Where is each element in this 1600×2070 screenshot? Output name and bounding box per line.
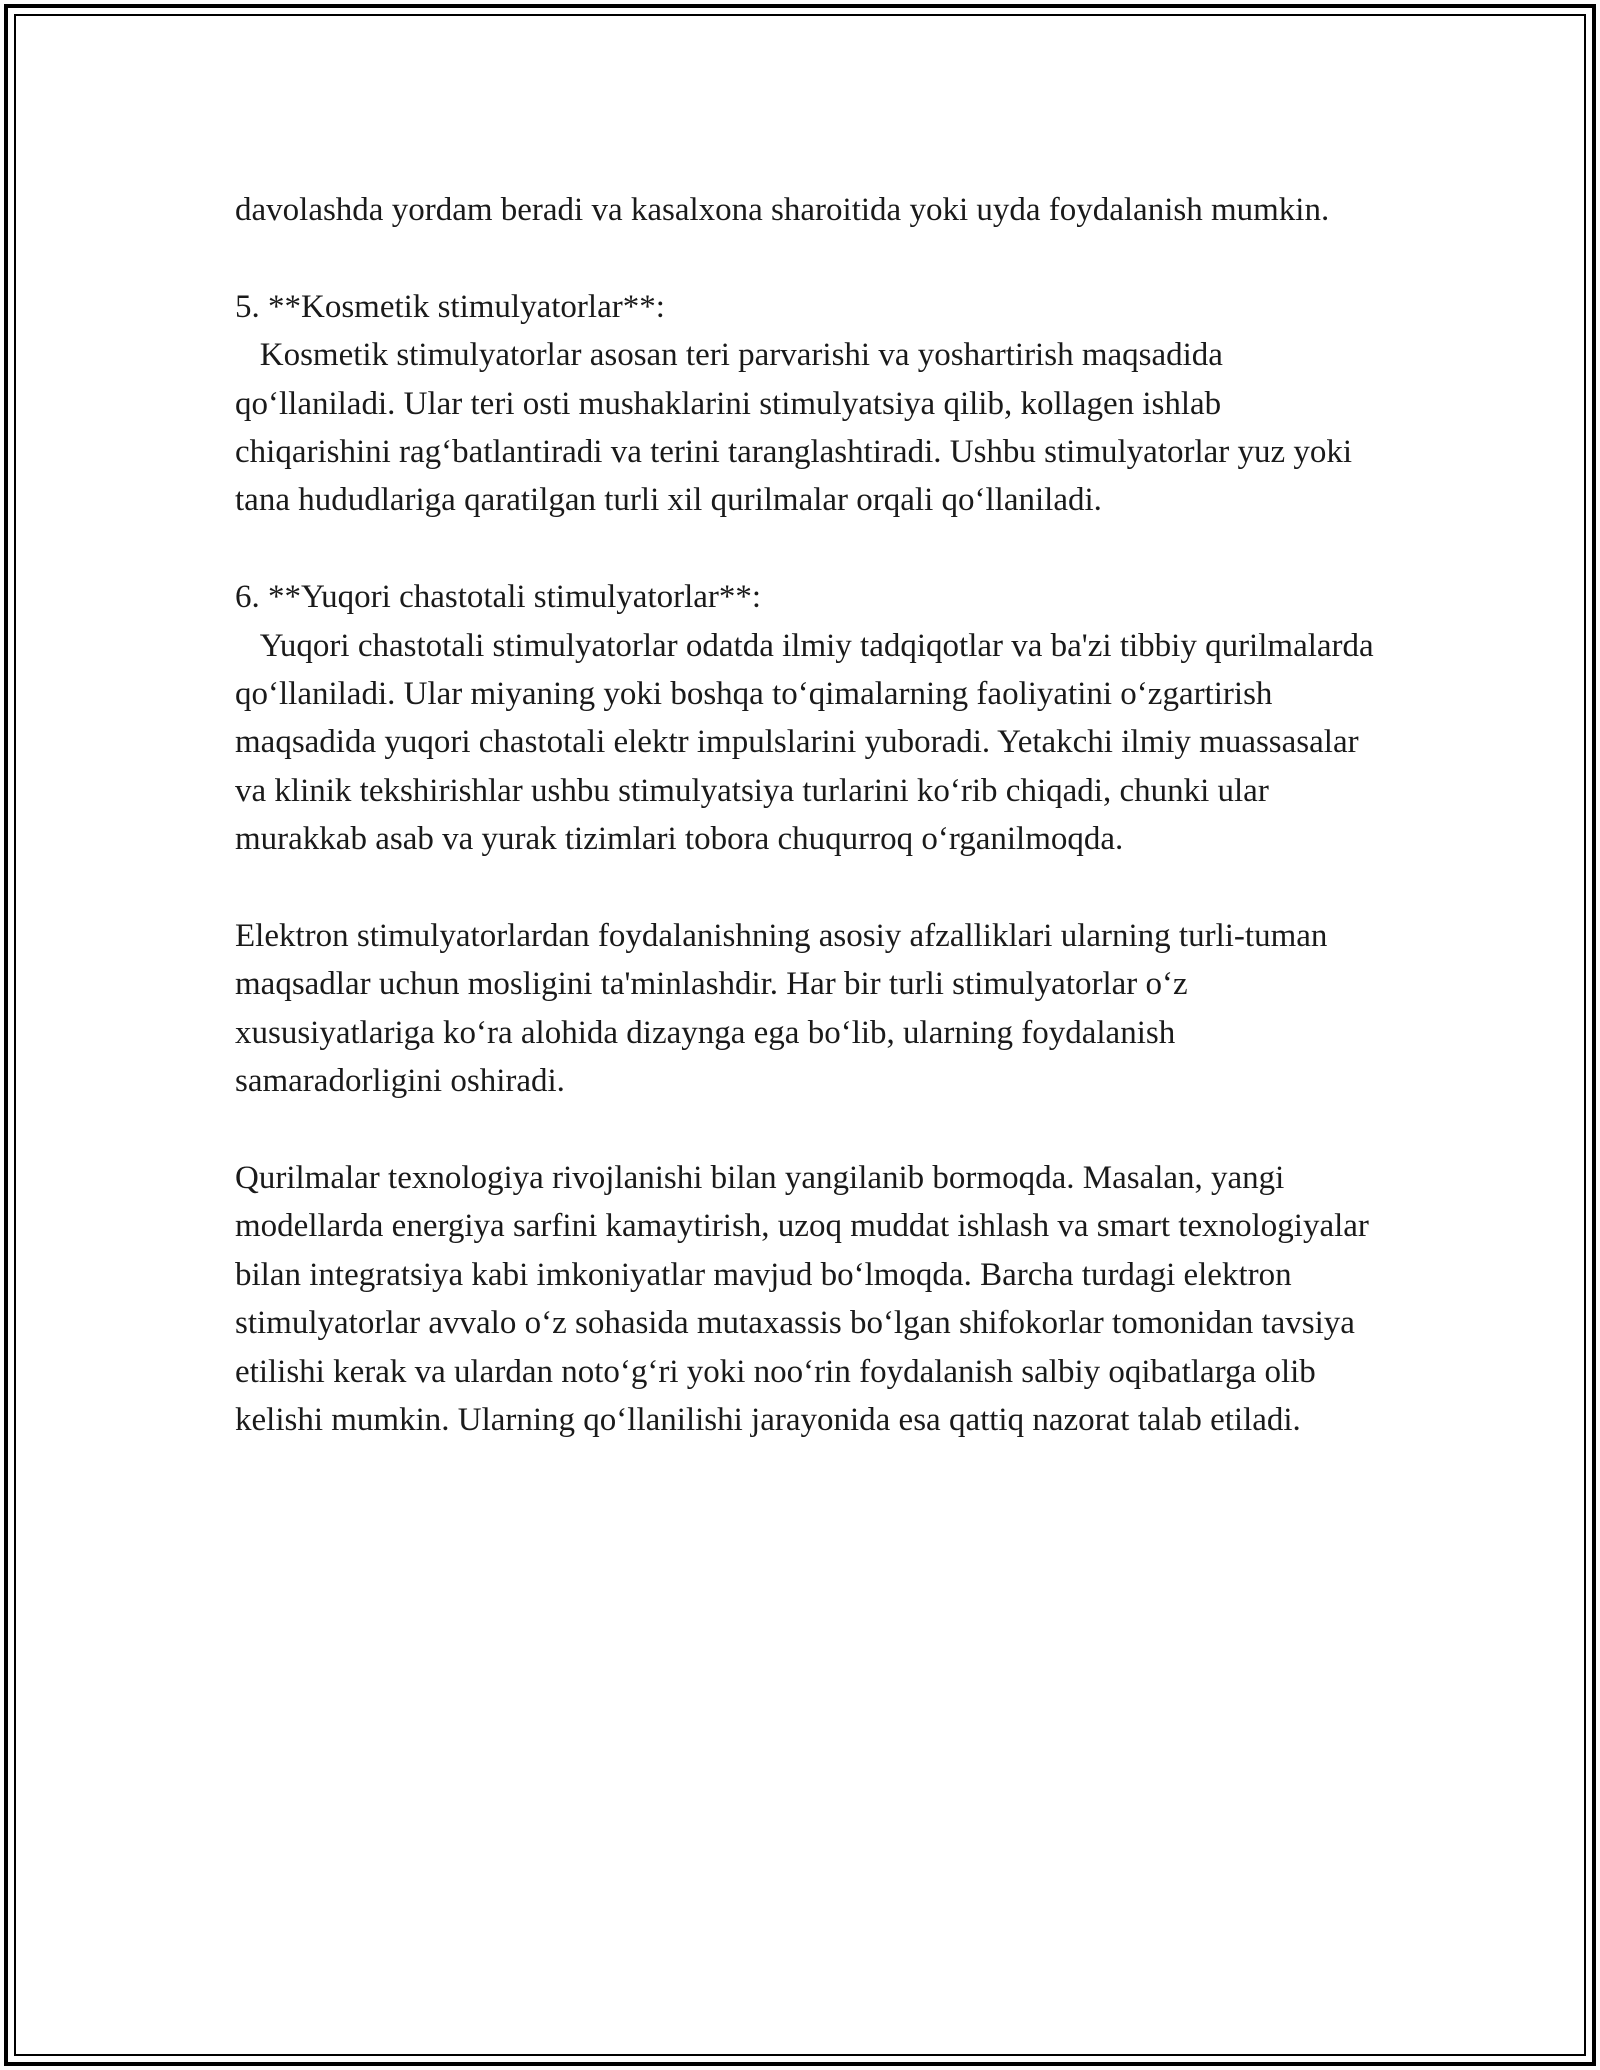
advantages-paragraph: Elektron stimulyatorlardan foydalanishning asosiy afzalliklari ularning turli-tuman maqsadlar uchun mosligini ta'minlashdir. Har bir turli stimulyatorlar o‘z xususiyatlariga ko‘ra alohida dizaynga ega bo‘lib, ularning foydalanish samaradorligini oshiradi. <box>235 918 1336 1100</box>
list-item-body: Yuqori chastotali stimulyatorlar odatda ilmiy tadqiqotlar va ba'zi tibbiy qurilmalarda qo‘llaniladi. Ular miyaning yoki boshqa to‘qimalarning faoliyatini o‘zgartirish maqsadida yuqori chastotali elektr impulslarini yuboradi. Yetakchi ilmiy muassasalar va klinik tekshirishlar ushbu stimulyatsiya turlarini ko‘rib chiqadi, chunki ular murakkab asab va yurak tizimlari tobora chuqurroq o‘rganilmoqda. <box>235 627 1382 858</box>
document-body <box>235 186 1382 1493</box>
list-item-yuqori-chastotali <box>235 573 1382 863</box>
list-item-heading: 5. **Kosmetik stimulyatorlar**: <box>235 288 665 325</box>
list-item-body: Kosmetik stimulyatorlar asosan teri parvarishi va yoshartirish maqsadida qo‘llaniladi. Ular teri osti mushaklarini stimulyatsiya qilib, kollagen ishlab chiqarishini rag‘batlantiradi va terini taranglashtiradi. Ushbu stimulyatorlar yuz yoki tana hududlariga qaratilgan turli xil qurilmalar orqali qo‘llaniladi. <box>235 337 1361 519</box>
list-item-kosmetik <box>235 283 1375 525</box>
continuation-paragraph: davolashda yordam beradi va kasalxona sharoitida yoki uyda foydalanish mumkin. <box>235 192 1330 228</box>
list-item-heading: 6. **Yuqori chastotali stimulyatorlar**: <box>235 579 762 616</box>
technology-paragraph: Qurilmalar texnologiya rivojlanishi bilan yangilanib bormoqda. Masalan, yangi modellarda energiya sarfini kamaytirish, uzoq muddat ishlash va smart texnologiyalar bilan integratsiya kabi imkoniyatlar mavjud bo‘lmoqda. Barcha turdagi elektron stimulyatorlar avvalo o‘z sohasida mutaxassis bo‘lgan shifokorlar tomonidan tavsiya etilishi kerak va ulardan noto‘g‘ri yoki noo‘rin foydalanish salbiy oqibatlarga olib kelishi mumkin. Ularning qo‘llanilishi jarayonida esa qattiq nazorat talab etiladi. <box>235 1160 1378 1439</box>
